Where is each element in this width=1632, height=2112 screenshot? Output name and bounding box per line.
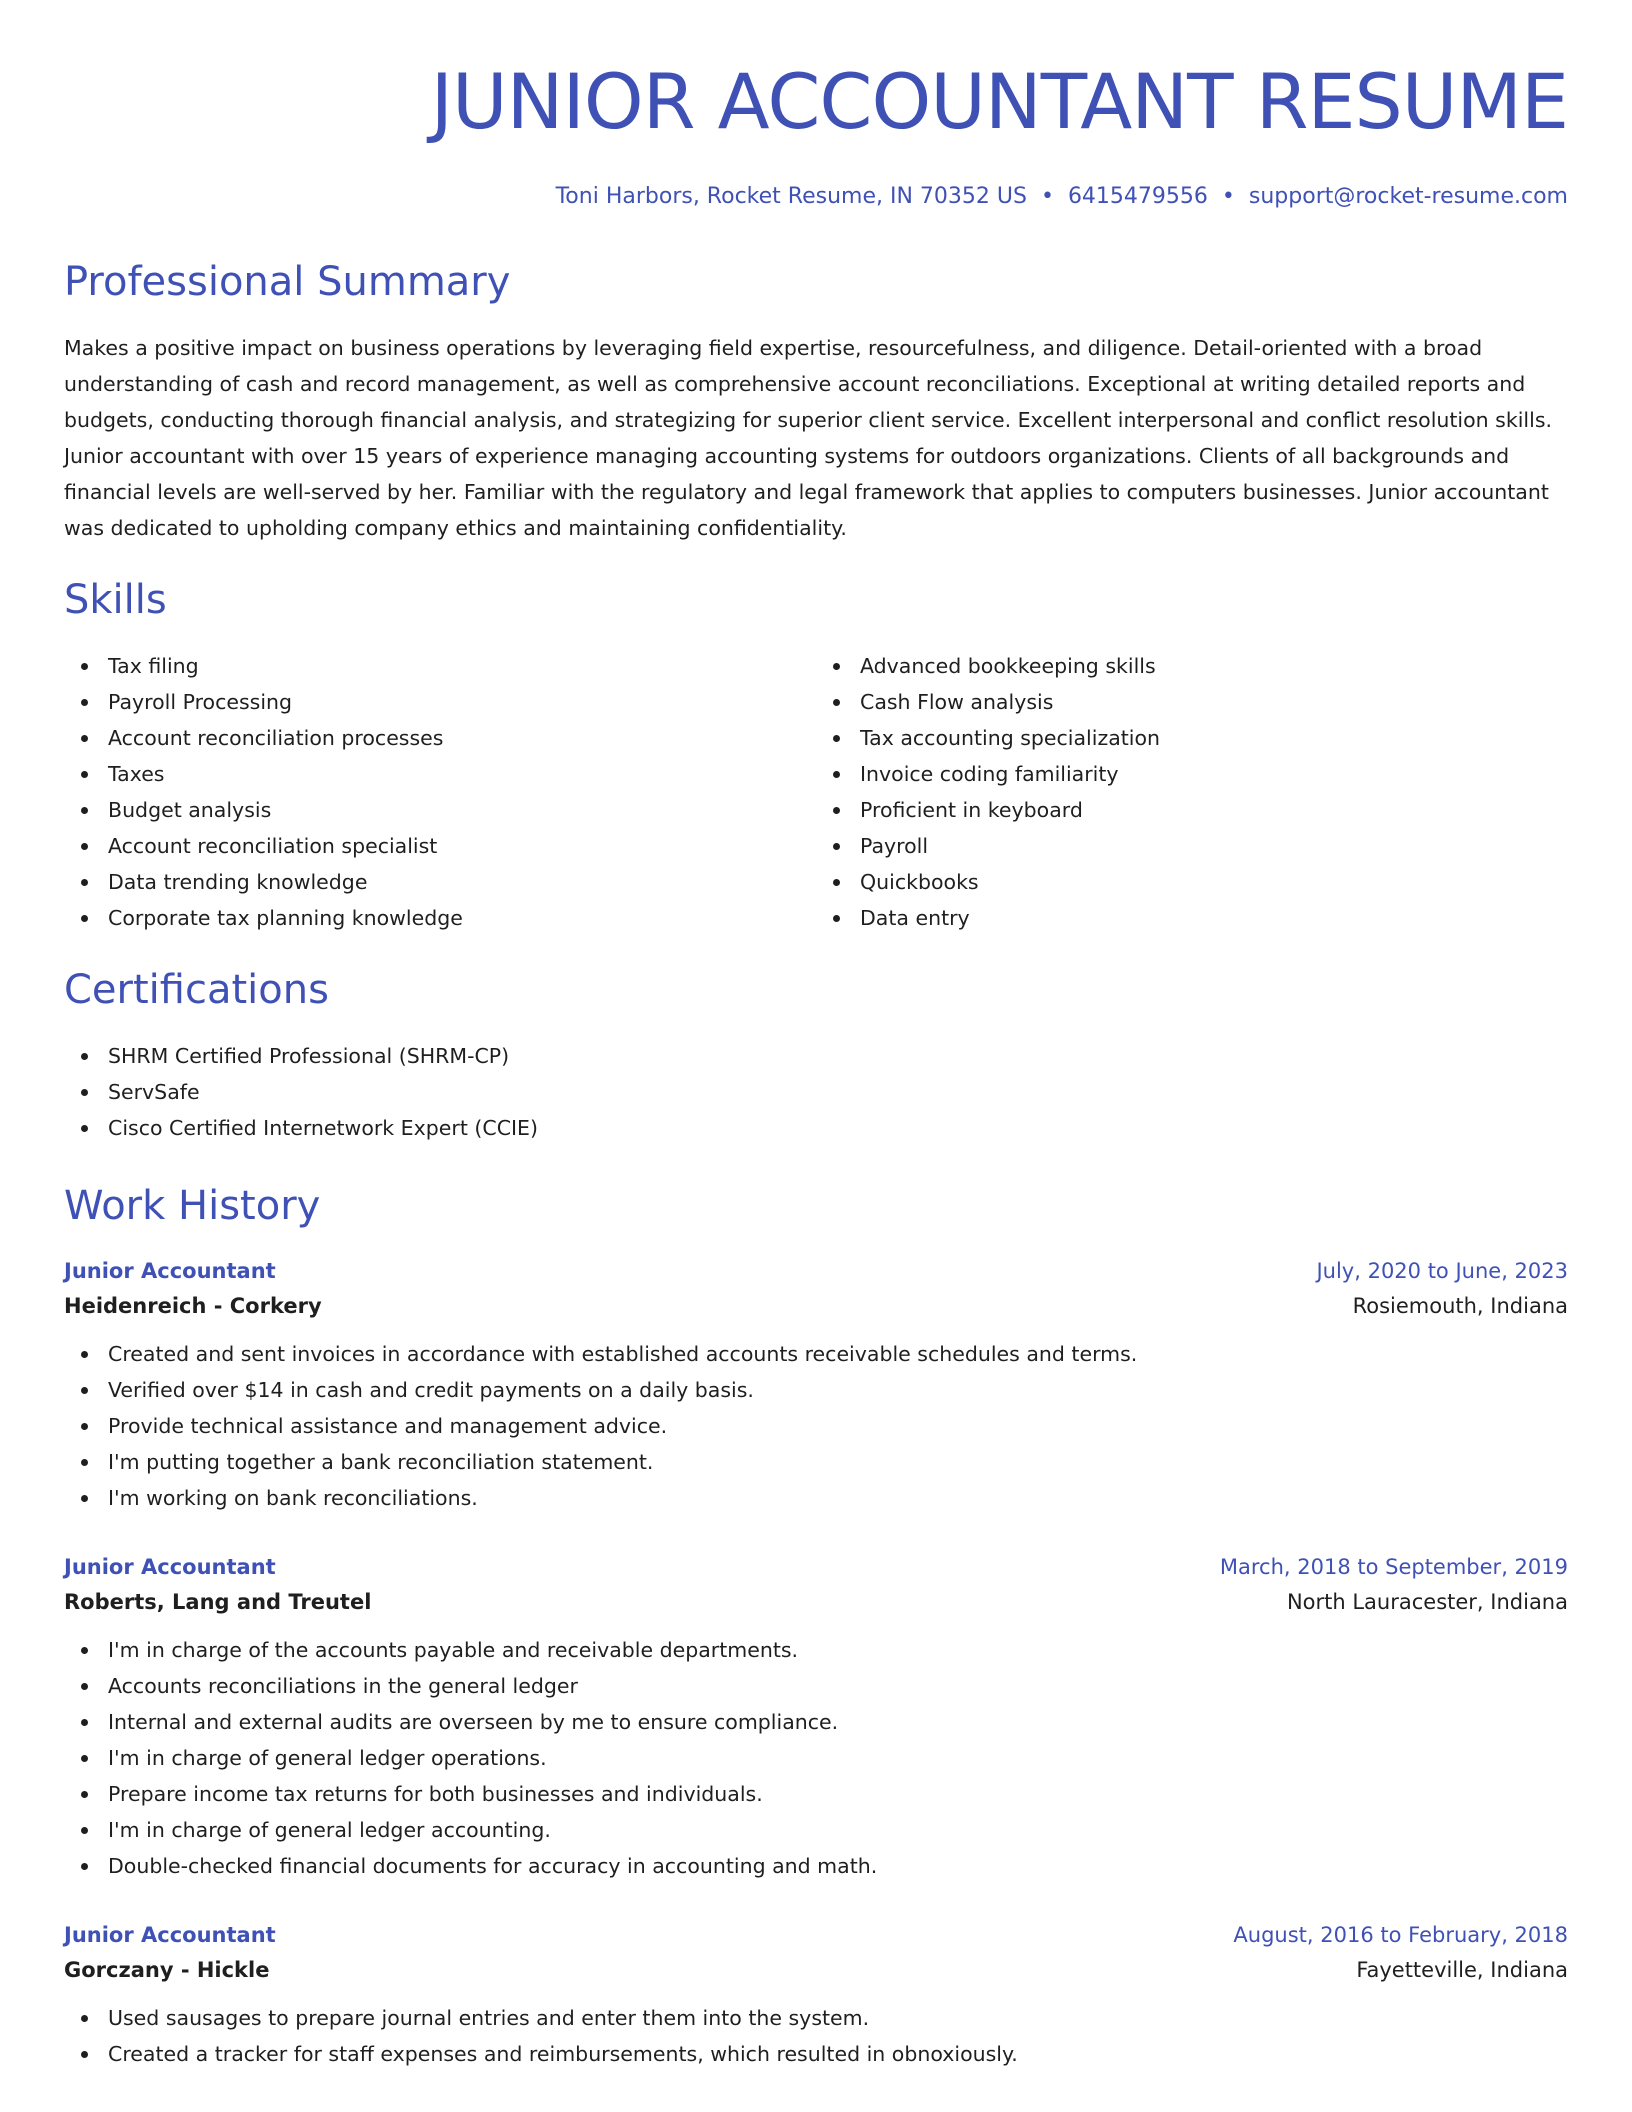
job-header — [64, 1254, 1568, 1288]
work-history-heading: Work History — [64, 1183, 321, 1229]
job-duty-item: I'm in charge of general ledger operations. — [108, 1740, 1568, 1776]
contact-line — [64, 182, 1568, 212]
job-company: Heidenreich - Corkery — [64, 1294, 322, 1318]
job-duty-item: Used sausages to prepare journal entries and enter them into the system. — [108, 2000, 1568, 2036]
certifications-list — [64, 1038, 1568, 1146]
skills-right-column — [816, 648, 1568, 936]
skill-item: Account reconciliation specialist — [108, 828, 816, 864]
job-duty-item: I'm putting together a bank reconciliation statement. — [108, 1444, 1568, 1480]
job-subheader — [64, 1584, 1568, 1620]
skill-item: Advanced bookkeeping skills — [860, 648, 1568, 684]
skills-left-column — [64, 648, 816, 936]
job-location: Fayetteville, Indiana — [1356, 1958, 1568, 1982]
job-subheader — [64, 1288, 1568, 1324]
skill-item: Quickbooks — [860, 864, 1568, 900]
job-duty-item: Internal and external audits are overseen by me to ensure compliance. — [108, 1704, 1568, 1740]
skill-item: Payroll — [860, 828, 1568, 864]
skill-item: Account reconciliation processes — [108, 720, 816, 756]
resume-page — [64, 0, 1568, 2072]
job-header — [64, 1550, 1568, 1584]
job-company: Gorczany - Hickle — [64, 1958, 270, 1982]
job-duty-item: Created and sent invoices in accordance with established accounts receivable schedules and terms. — [108, 1336, 1568, 1372]
skill-item: Cash Flow analysis — [860, 684, 1568, 720]
skill-item: Tax filing — [108, 648, 816, 684]
job-duty-item: Prepare income tax returns for both businesses and individuals. — [108, 1776, 1568, 1812]
job-duty-item: Provide technical assistance and management advice. — [108, 1408, 1568, 1444]
skill-item: Tax accounting specialization — [860, 720, 1568, 756]
skills-grid — [64, 648, 1568, 936]
summary-heading: Professional Summary — [64, 259, 511, 305]
job-dates: March, 2018 to September, 2019 — [1219, 1555, 1568, 1579]
job-duties-list — [64, 2000, 1568, 2072]
job-entry — [64, 1918, 1568, 2072]
skill-item: Budget analysis — [108, 792, 816, 828]
job-duty-item: I'm in charge of general ledger accounting. — [108, 1812, 1568, 1848]
job-subheader — [64, 1952, 1568, 1988]
job-location: North Lauracester, Indiana — [1286, 1590, 1568, 1614]
job-header — [64, 1918, 1568, 1952]
skill-item: Data entry — [860, 900, 1568, 936]
skill-item: Proficient in keyboard — [860, 792, 1568, 828]
job-entry — [64, 1550, 1568, 1884]
resume-title: JUNIOR ACCOUNTANT RESUME — [430, 57, 1568, 146]
certifications-heading: Certifications — [64, 967, 329, 1013]
job-duty-item: Accounts reconciliations in the general ledger — [108, 1668, 1568, 1704]
certification-item: SHRM Certified Professional (SHRM-CP) — [108, 1038, 1568, 1074]
job-duty-item: I'm working on bank reconciliations. — [108, 1480, 1568, 1516]
job-position: Junior Accountant — [64, 1555, 276, 1579]
skill-item: Data trending knowledge — [108, 864, 816, 900]
contact-phone: 6415479556 — [1067, 184, 1208, 209]
contact-address: Toni Harbors, Rocket Resume, IN 70352 US — [555, 184, 1027, 209]
job-duty-item: Created a tracker for staff expenses and reimbursements, which resulted in obnoxiously. — [108, 2036, 1568, 2072]
contact-email[interactable]: support@rocket-resume.com — [1248, 184, 1568, 209]
skill-item: Taxes — [108, 756, 816, 792]
job-entry — [64, 1254, 1568, 1516]
skill-item: Invoice coding familiarity — [860, 756, 1568, 792]
job-position: Junior Accountant — [64, 1923, 276, 1947]
job-duty-item: Verified over $14 in cash and credit payments on a daily basis. — [108, 1372, 1568, 1408]
skill-item: Corporate tax planning knowledge — [108, 900, 816, 936]
certification-item: Cisco Certified Internetwork Expert (CCIE) — [108, 1110, 1568, 1146]
job-position: Junior Accountant — [64, 1259, 276, 1283]
summary-text: Makes a positive impact on business operations by leveraging field expertise, resourcefulness, and diligence. Detail-oriented with a broad understanding of cash and record management, as well as comprehensive account reconciliations. Exceptional at writing detailed reports and budgets, conducting thorough financial analysis, and strategizing for superior client service. Excellent interpersonal and conflict resolution skills. Junior accountant with over 15 years of experience managing accounting systems for outdoors organizations. Clients of all backgrounds and financial levels are well-served by her. Familiar with the regulatory and legal framework that applies to computers businesses. Junior accountant was dedicated to upholding company ethics and maintaining confidentiality. — [64, 336, 1553, 540]
job-company: Roberts, Lang and Treutel — [64, 1590, 372, 1614]
job-dates: July, 2020 to June, 2023 — [1316, 1259, 1568, 1283]
job-location: Rosiemouth, Indiana — [1352, 1294, 1568, 1318]
certification-item: ServSafe — [108, 1074, 1568, 1110]
job-dates: August, 2016 to February, 2018 — [1233, 1923, 1568, 1947]
contact-separator: • — [1040, 184, 1054, 209]
job-duties-list — [64, 1336, 1568, 1516]
contact-separator: • — [1221, 184, 1235, 209]
job-duties-list — [64, 1632, 1568, 1884]
skills-heading: Skills — [64, 577, 167, 623]
job-duty-item: Double-checked financial documents for accuracy in accounting and math. — [108, 1848, 1568, 1884]
skill-item: Payroll Processing — [108, 684, 816, 720]
job-duty-item: I'm in charge of the accounts payable and receivable departments. — [108, 1632, 1568, 1668]
